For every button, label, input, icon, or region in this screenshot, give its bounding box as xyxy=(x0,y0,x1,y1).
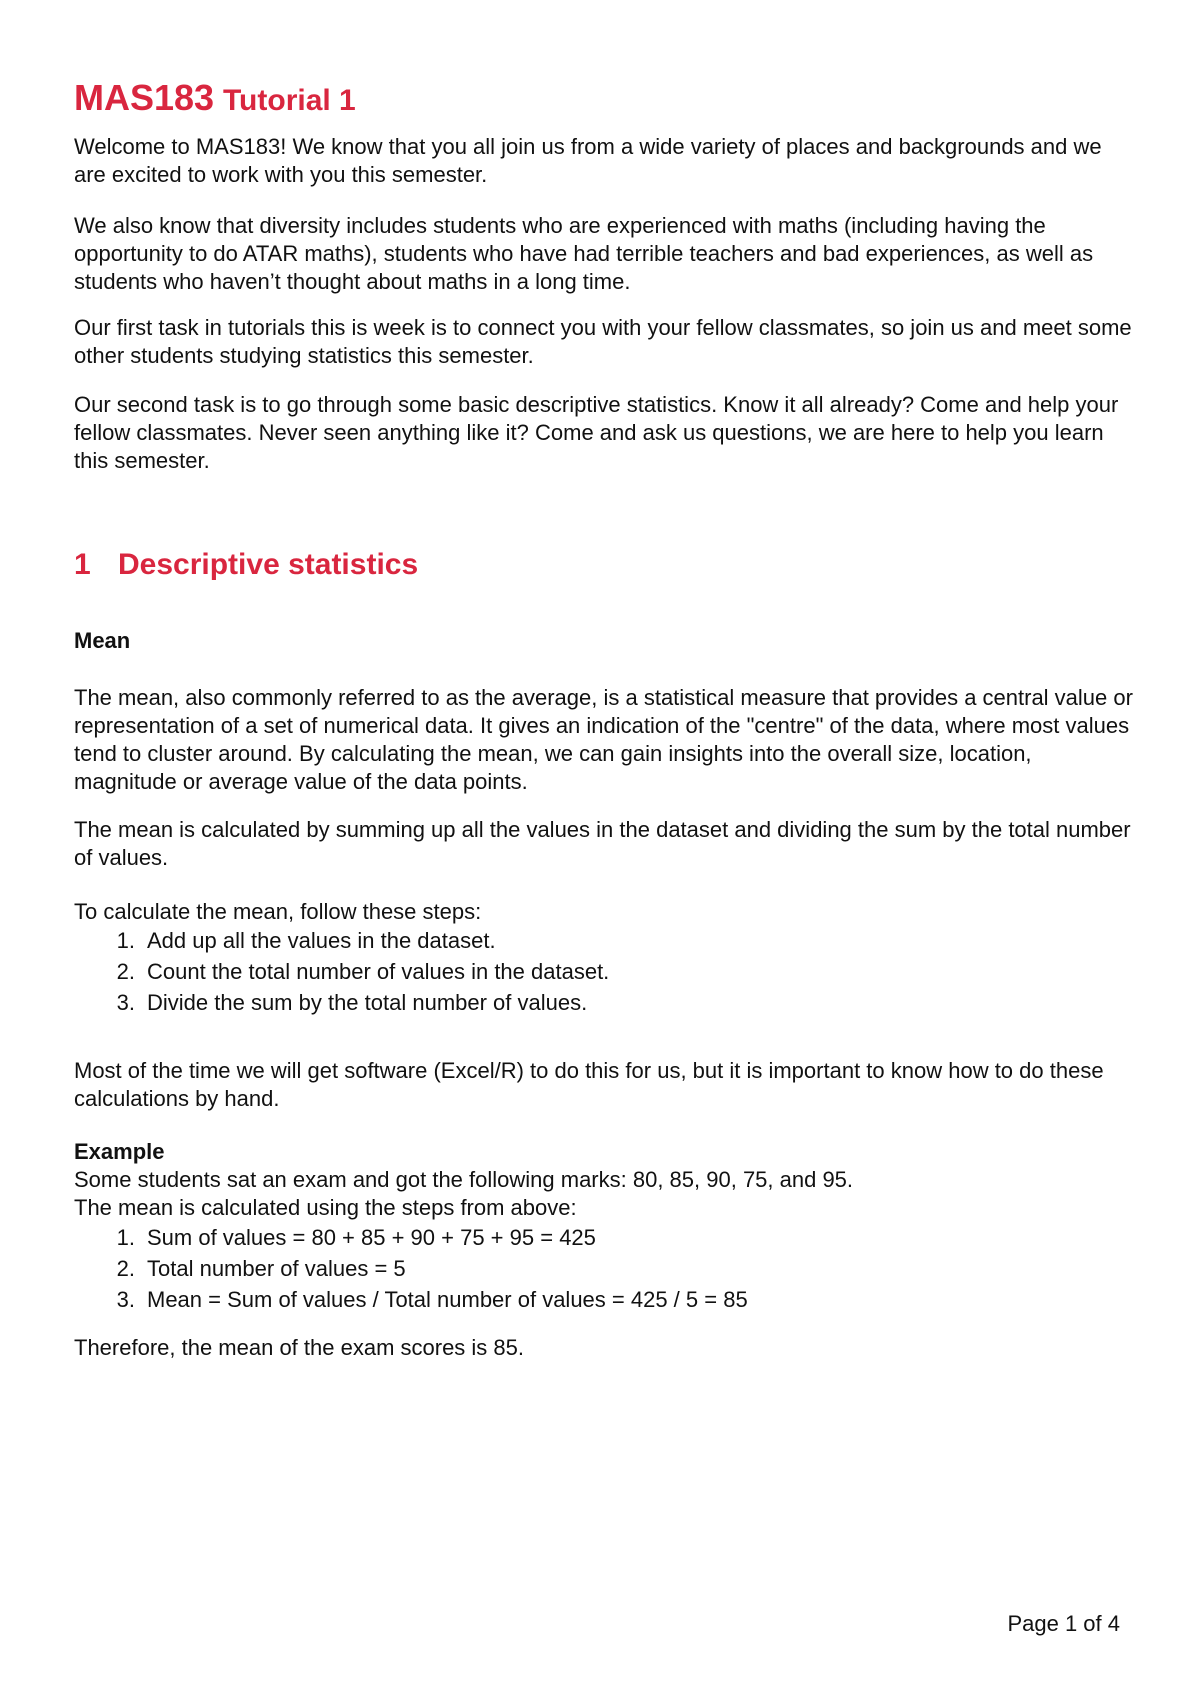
document-title xyxy=(74,77,356,118)
example-line-marks: Some students sat an exam and got the following marks: 80, 85, 90, 75, and 95. xyxy=(74,1167,854,1192)
list-item: 1. Add up all the values in the dataset. xyxy=(116,928,496,953)
title-course-code: MAS183 xyxy=(74,77,215,118)
section-heading xyxy=(74,548,418,582)
page-number-footer: Page 1 of 4 xyxy=(1007,1611,1120,1636)
mean-steps-list xyxy=(74,925,609,1018)
example-conclusion: Therefore, the mean of the exam scores is 85. xyxy=(74,1335,525,1360)
intro-paragraph-welcome: Welcome to MAS183! We know that you all join us from a wide variety of places and backgrounds and we are excited to work with you this semester. xyxy=(74,134,1102,187)
software-note-paragraph: Most of the time we will get software (Excel/R) to do this for us, but it is important to know how to do these calculations by hand. xyxy=(74,1058,1104,1111)
list-item: 2. Total number of values = 5 xyxy=(116,1256,406,1281)
intro-paragraph-second-task: Our second task is to go through some basic descriptive statistics. Know it all already? Come and help your fellow classmates. Never seen anything like it? Come and ask us questions, we are here to help you learn this semester. xyxy=(74,392,1119,473)
list-item: 3. Divide the sum by the total number of values. xyxy=(116,990,588,1015)
section-number: 1 xyxy=(74,548,91,581)
section-title: Descriptive statistics xyxy=(118,548,419,581)
intro-paragraph-first-task: Our first task in tutorials this is week is to connect you with your fellow classmates, so join us and meet some other students studying statistics this semester. xyxy=(74,315,1132,368)
list-item: 1. Sum of values = 80 + 85 + 90 + 75 + 95 = 425 xyxy=(116,1225,596,1250)
list-item: 2. Count the total number of values in the dataset. xyxy=(116,959,610,984)
example-heading: Example xyxy=(74,1139,165,1164)
mean-definition-paragraph: The mean, also commonly referred to as the average, is a statistical measure that provides a central value or representation of a set of numerical data. It gives an indication of the "centre" of the data, where most values tend to cluster around. By calculating the mean, we can gain insights into the overall size, location, magnitude or average value of the data points. xyxy=(74,685,1133,794)
document-page xyxy=(74,0,1134,1696)
list-item: 3. Mean = Sum of values / Total number of values = 425 / 5 = 85 xyxy=(116,1287,748,1312)
mean-steps-intro: To calculate the mean, follow these steps: xyxy=(74,899,482,924)
example-steps-list xyxy=(74,1222,748,1315)
example-line-intro: The mean is calculated using the steps from above: xyxy=(74,1195,577,1220)
intro-paragraph-diversity: We also know that diversity includes students who are experienced with maths (including having the opportunity to do ATAR maths), students who have had terrible teachers and bad experiences, as well as students who haven’t thought about maths in a long time. xyxy=(74,213,1094,294)
title-tutorial-label: Tutorial 1 xyxy=(222,84,356,117)
mean-calculation-paragraph: The mean is calculated by summing up all the values in the dataset and dividing the sum by the total number of values. xyxy=(74,817,1131,870)
mean-heading: Mean xyxy=(74,628,131,653)
